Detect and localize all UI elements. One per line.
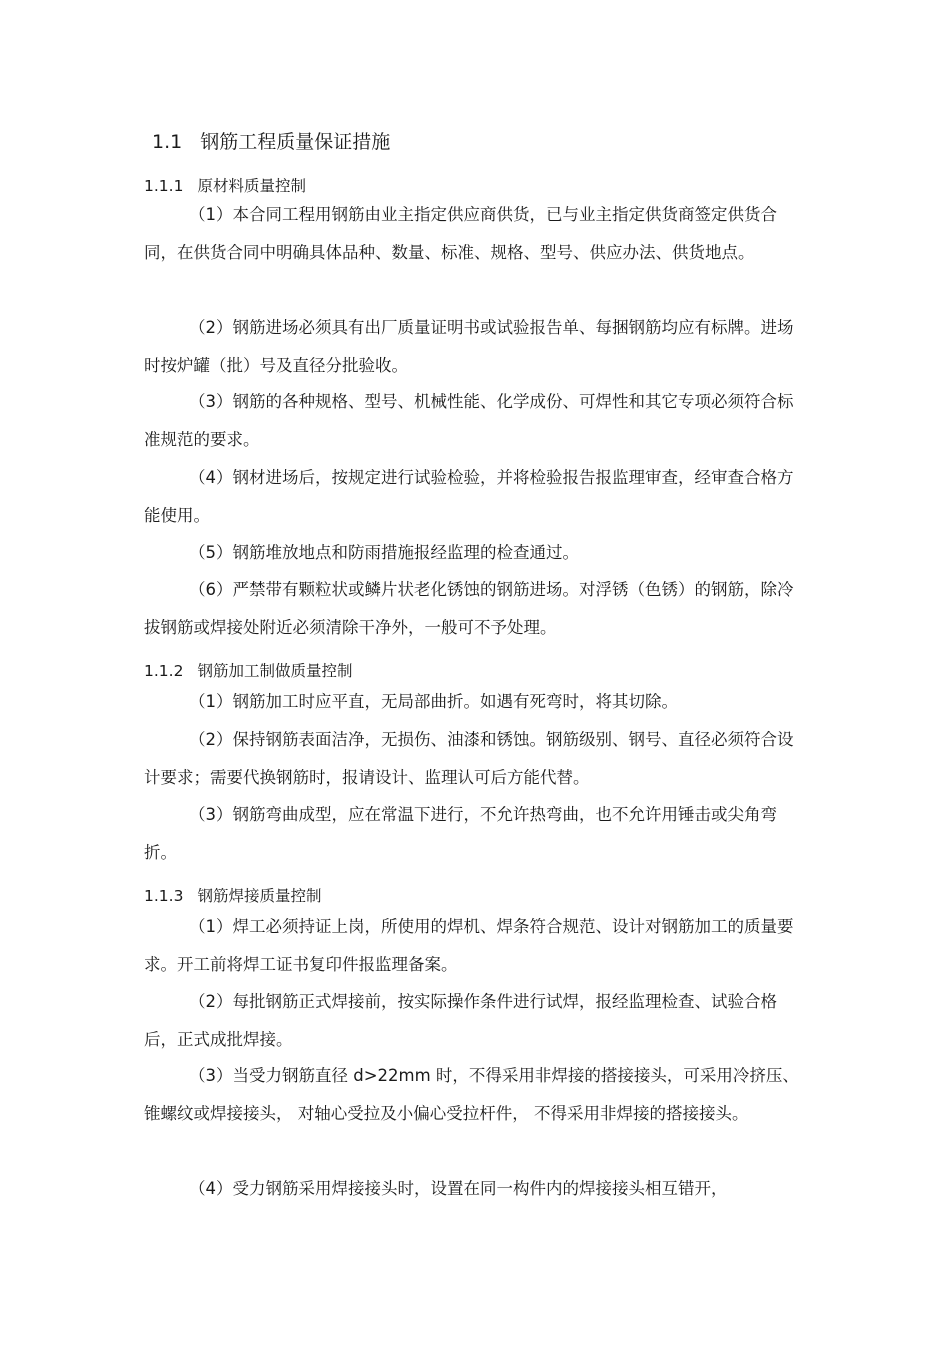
section-heading (152, 128, 390, 156)
paragraph: （3）钢筋的各种规格、型号、机械性能、化学成份、可焊性和其它专项必须符合标准规范的要求。 (144, 392, 794, 449)
subsection-heading (144, 174, 306, 198)
subsection-number: 1.1.3 (144, 887, 184, 905)
section-number: 1.1 (152, 131, 183, 153)
paragraph: （5）钢筋堆放地点和防雨措施报经监理的检查通过。 (189, 543, 579, 562)
subsection-heading (144, 659, 352, 683)
paragraph: （4）钢材进场后，按规定进行试验检验，并将检验报告报监理审查，经审查合格方能使用。 (144, 468, 794, 525)
subsection-number: 1.1.2 (144, 662, 184, 680)
subsection-title: 钢筋焊接质量控制 (197, 887, 322, 905)
paragraph: （1）钢筋加工时应平直，无局部曲折。如遇有死弯时，将其切除。 (189, 692, 678, 711)
subsection-title: 钢筋加工制做质量控制 (197, 662, 353, 680)
section-title: 钢筋工程质量保证措施 (200, 131, 391, 153)
paragraph: （1）本合同工程用钢筋由业主指定供应商供货，已与业主指定供货商签定供货合同，在供货合同中明确具体品种、数量、标准、规格、型号、供应办法、供货地点。 (144, 205, 777, 262)
paragraph: （2）钢筋进场必须具有出厂质量证明书或试验报告单、每捆钢筋均应有标牌。进场时按炉罐（批）号及直径分批验收。 (144, 318, 794, 375)
paragraph: （3）当受力钢筋直径 d>22mm 时，不得采用非焊接的搭接接头，可采用冷挤压、锥螺纹或焊接接头， 对轴心受拉及小偏心受拉杆件， 不得采用非焊接的搭接接头。 (144, 1066, 799, 1123)
paragraph: （1）焊工必须持证上岗，所使用的焊机、焊条符合规范、设计对钢筋加工的质量要求。开工前将焊工证书复印件报监理备案。 (144, 917, 794, 974)
subsection-title: 原材料质量控制 (197, 177, 306, 195)
paragraph: （3）钢筋弯曲成型，应在常温下进行，不允许热弯曲，也不允许用锤击或尖角弯折。 (144, 805, 777, 862)
subsection-heading (144, 884, 321, 908)
paragraph: （2）每批钢筋正式焊接前，按实际操作条件进行试焊，报经监理检查、试验合格后，正式成批焊接。 (144, 992, 777, 1049)
paragraph: （6）严禁带有颗粒状或鳞片状老化锈蚀的钢筋进场。对浮锈（色锈）的钢筋，除冷拔钢筋或焊接处附近必须清除干净外，一般可不予处理。 (144, 580, 794, 637)
paragraph: （2）保持钢筋表面洁净，无损伤、油漆和锈蚀。钢筋级别、钢号、直径必须符合设计要求；需要代换钢筋时，报请设计、监理认可后方能代替。 (144, 730, 794, 787)
paragraph: （4）受力钢筋采用焊接接头时，设置在同一构件内的焊接接头相互错开， (189, 1179, 728, 1198)
subsection-number: 1.1.1 (144, 177, 184, 195)
